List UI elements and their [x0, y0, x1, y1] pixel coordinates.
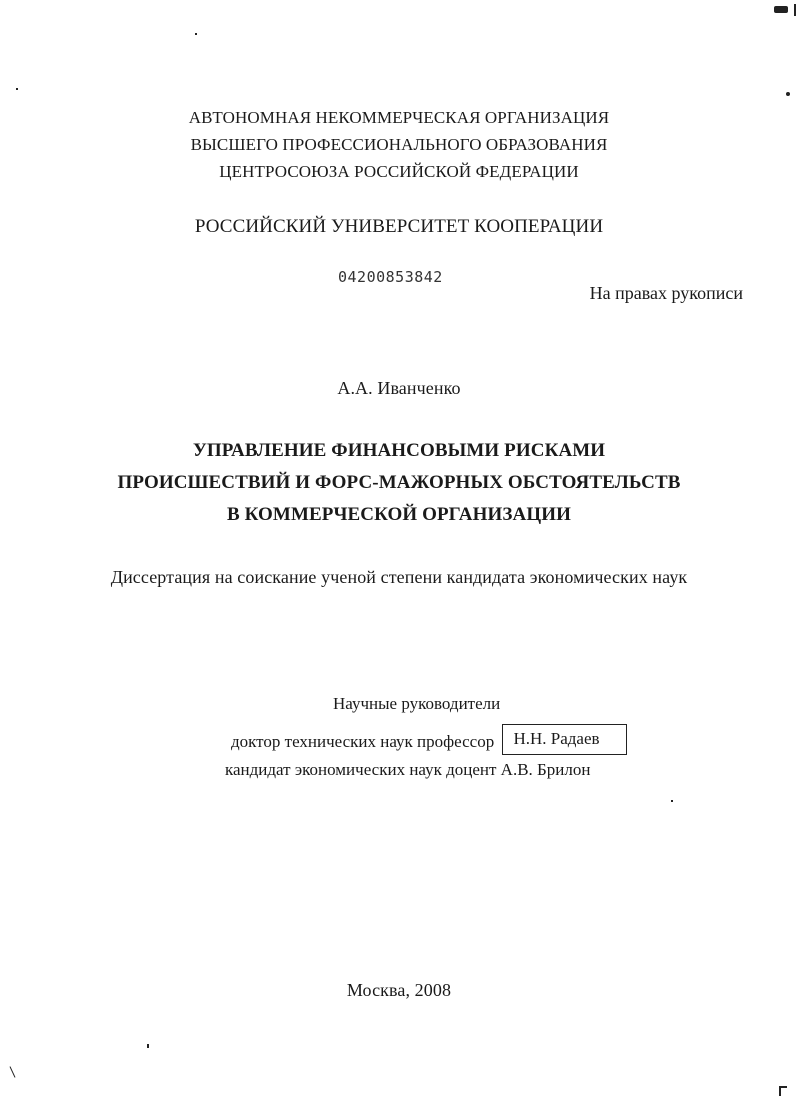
catalog-code: 04200853842	[338, 268, 443, 286]
supervisors-heading: Научные руководители	[333, 694, 501, 713]
scan-mark-edge	[794, 4, 796, 16]
scan-dot-left	[16, 88, 18, 90]
rights-note: На правах рукописи	[589, 283, 743, 303]
scan-stroke-bottom-left	[10, 1066, 16, 1077]
author-name: А.А. Иванченко	[337, 378, 461, 398]
title-line-3: В КОММЕРЧЕСКОЙ ОРГАНИЗАЦИИ	[227, 504, 571, 525]
supervisor-1-name-box: Н.Н. Радаев	[502, 724, 626, 755]
title-line-1: УПРАВЛЕНИЕ ФИНАНСОВЫМИ РИСКАМИ	[192, 440, 606, 461]
scan-dot-bottom	[147, 1044, 149, 1048]
university-name: РОССИЙСКИЙ УНИВЕРСИТЕТ КООПЕРАЦИИ	[194, 216, 604, 237]
org-line-2: ВЫСШЕГО ПРОФЕССИОНАЛЬНОГО ОБРАЗОВАНИЯ	[190, 135, 608, 154]
title-line-2: ПРОИСШЕСТВИЙ И ФОРС-МАЖОРНЫХ ОБСТОЯТЕЛЬСТВ	[117, 472, 681, 493]
scan-mark-top-right	[774, 6, 788, 13]
dissertation-subtitle: Диссертация на соискание ученой степени кандидата экономических наук	[110, 567, 688, 587]
city-year: Москва, 2008	[346, 980, 452, 1000]
scan-dot-mid	[671, 800, 673, 802]
scan-mark-bottom-right-v	[779, 1086, 781, 1096]
org-line-1: АВТОНОМНАЯ НЕКОММЕРЧЕСКАЯ ОРГАНИЗАЦИЯ	[188, 108, 610, 127]
scan-dot-top	[195, 33, 197, 35]
supervisor-1-role: доктор технических наук профессор	[231, 732, 495, 751]
supervisor-1	[231, 727, 627, 758]
org-line-3: ЦЕНТРОСОЮЗА РОССИЙСКОЙ ФЕДЕРАЦИИ	[219, 162, 579, 181]
supervisor-2: кандидат экономических наук доцент А.В. Брилон	[225, 760, 591, 779]
scan-dot-right	[786, 92, 790, 96]
